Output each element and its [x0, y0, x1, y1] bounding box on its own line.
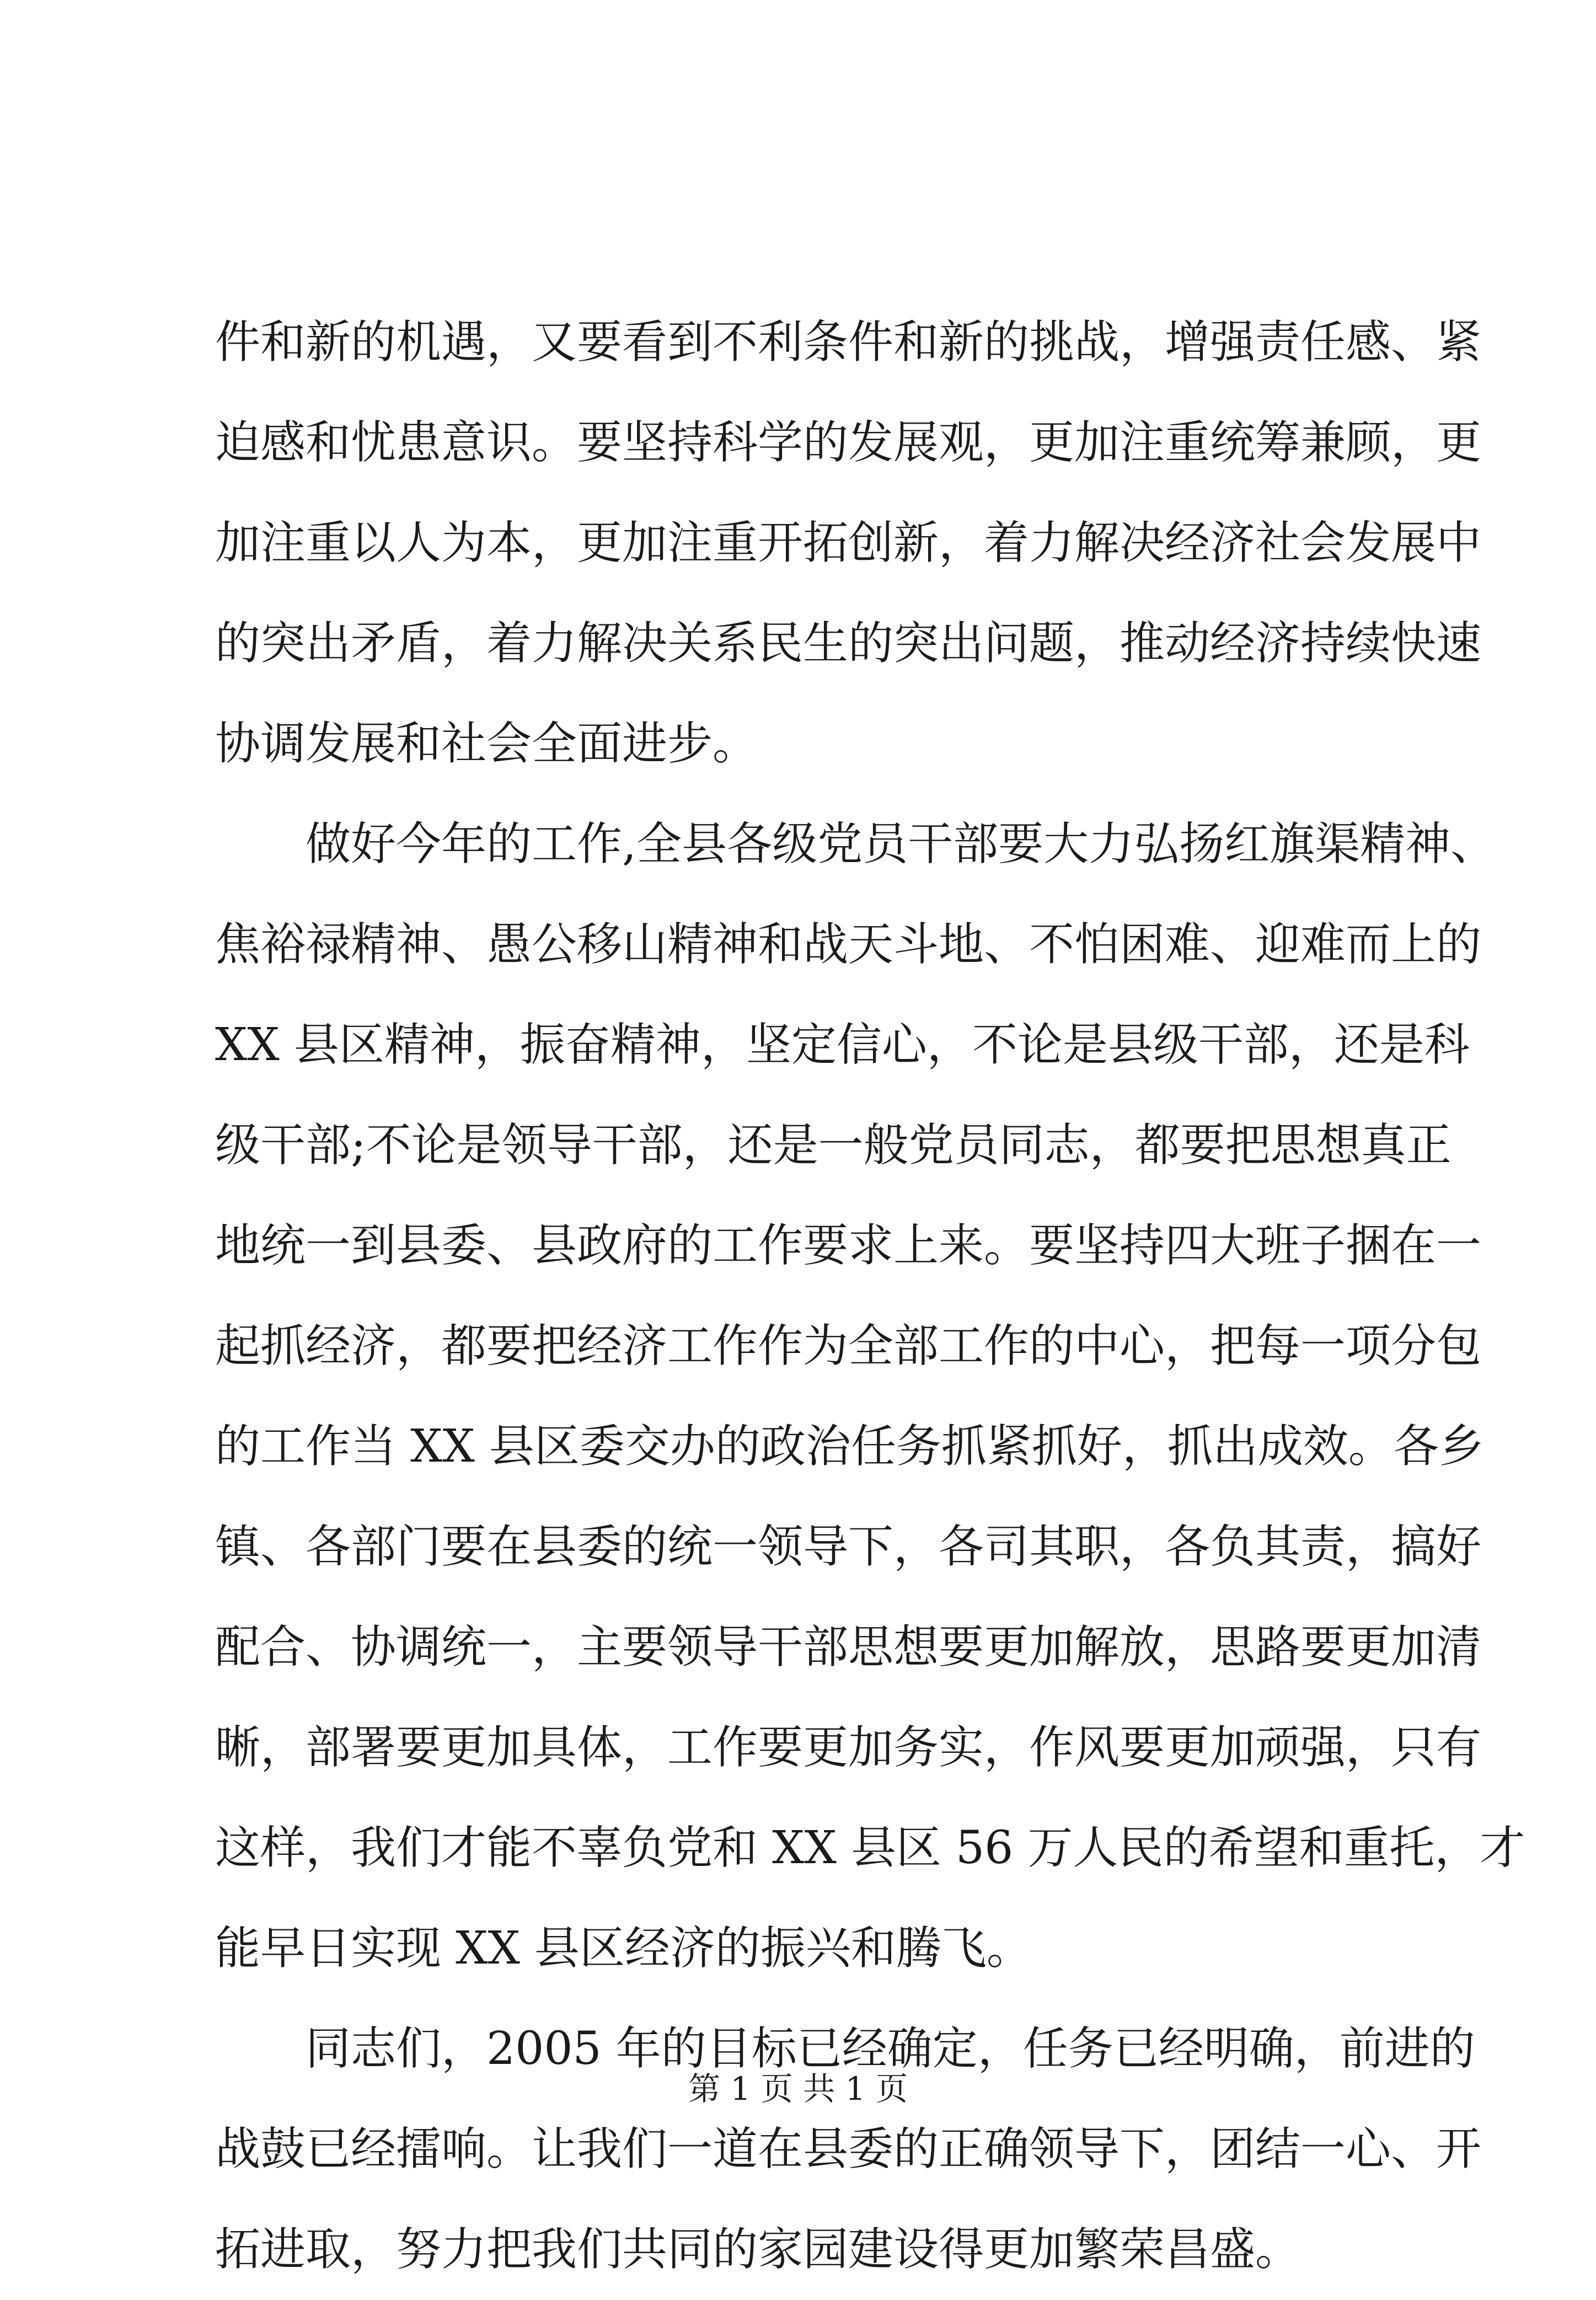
text-line: 的工作当 XX 县区委交办的政治任务抓紧抓好，抓出成效。各乡 — [215, 1420, 1484, 1473]
page-footer: 第 1 页 共 1 页 — [688, 2070, 908, 2108]
text-line: 焦裕禄精神、愚公移山精神和战天斗地、不怕困难、迎难而上的 — [215, 918, 1482, 971]
text-line: 晰，部署要更加具体，工作要更加务实，作风要更加顽强，只有 — [215, 1721, 1482, 1774]
document-body — [215, 292, 1525, 2300]
text-line: 件和新的机遇，又要看到不利条件和新的挑战，增强责任感、紧 — [215, 316, 1482, 368]
text-line: 战鼓已经擂响。让我们一道在县委的正确领导下，团结一心、开 — [215, 2123, 1482, 2175]
text-line: 地统一到县委、县政府的工作要求上来。要坚持四大班子捆在一 — [215, 1219, 1482, 1272]
text-line: 镇、各部门要在县委的统一领导下，各司其职，各负其责，搞好 — [215, 1521, 1482, 1573]
text-line: 这样，我们才能不辜负党和 XX 县区 56 万人民的希望和重托，才 — [215, 1822, 1525, 1874]
text-line: 级干部;不论是领导干部，还是一般党员同志，都要把思想真正 — [215, 1119, 1452, 1172]
text-line: 的突出矛盾，着力解决关系民生的突出问题，推动经济持续快速 — [215, 617, 1482, 670]
text-line: XX 县区精神，振奋精神，坚定信心，不论是县级干部，还是科 — [215, 1019, 1470, 1071]
text-line: 能早日实现 XX 县区经济的振兴和腾飞。 — [215, 1922, 1032, 1975]
text-line: 起抓经济，都要把经济工作作为全部工作的中心，把每一项分包 — [215, 1320, 1482, 1372]
paragraph-2 — [215, 794, 1525, 1999]
text-line: 加注重以人为本，更加注重开拓创新，着力解决经济社会发展中 — [215, 517, 1482, 569]
text-line: 迫感和忧患意识。要坚持科学的发展观，更加注重统筹兼顾，更 — [215, 416, 1482, 469]
text-line: 协调发展和社会全面进步。 — [215, 718, 758, 770]
paragraph-1 — [215, 292, 1482, 794]
paragraph-3 — [215, 1999, 1482, 2300]
text-line: 配合、协调统一，主要领导干部思想要更加解放，思路要更加清 — [215, 1621, 1482, 1673]
text-line: 做好今年的工作,全县各级党员干部要大力弘扬红旗渠精神、 — [215, 818, 1496, 870]
text-line: 拓进取，努力把我们共同的家园建设得更加繁荣昌盛。 — [215, 2223, 1301, 2276]
text-line: 同志们，2005 年的目标已经确定，任务已经明确，前进的 — [215, 2023, 1475, 2075]
